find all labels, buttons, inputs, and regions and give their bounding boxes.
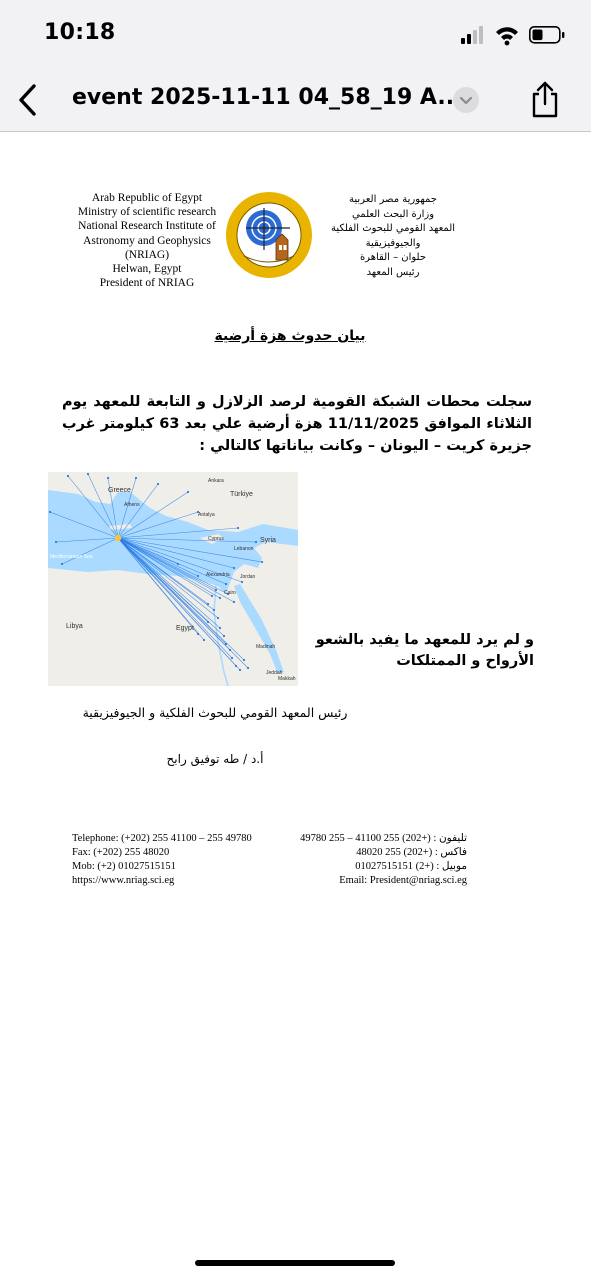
letterhead-line: والجيوفيزيقية bbox=[365, 237, 421, 249]
map-label: Jeddah bbox=[266, 670, 283, 676]
back-button[interactable] bbox=[12, 80, 48, 120]
letterhead-line: Arab Republic of Egypt bbox=[91, 192, 203, 204]
station-marker bbox=[255, 541, 257, 543]
signature-title: رئيس المعهد القومي للبحوث الفلكية و الجيوفيزيقية bbox=[82, 705, 348, 720]
epicenter-marker bbox=[115, 535, 121, 541]
footer-line: Email: President@nriag.sci.eg bbox=[339, 875, 467, 886]
station-marker bbox=[225, 583, 227, 585]
station-marker bbox=[231, 657, 233, 659]
letterhead-line: Astronomy and Geophysics bbox=[83, 234, 211, 247]
station-marker bbox=[243, 659, 245, 661]
body-text-line: و لم يرد للمعهد ما يفيد بالشعو bbox=[315, 632, 534, 648]
station-marker bbox=[237, 527, 239, 529]
footer-line: Mob: (+2) 01027515151 bbox=[72, 861, 176, 872]
letterhead-line: وزارة البحث العلمي bbox=[351, 208, 435, 220]
station-marker bbox=[217, 617, 219, 619]
letterhead-line: جمهورية مصر العربية bbox=[349, 194, 437, 205]
status-bar bbox=[0, 0, 591, 66]
document-subject: بيان حدوث هزة أرضية bbox=[214, 328, 366, 344]
letterhead-line: حلوان – القاهرة bbox=[359, 252, 427, 264]
map-label: Türkiye bbox=[230, 491, 253, 498]
map-label: Libya bbox=[66, 623, 83, 630]
document-title: event 2025-11-11 04_58_19 A... bbox=[72, 85, 463, 110]
map-label: Makkah bbox=[278, 676, 296, 682]
map-label: Antalya bbox=[198, 512, 215, 518]
station-marker bbox=[219, 627, 221, 629]
station-marker bbox=[233, 601, 235, 603]
letterhead-line: National Research Institute of bbox=[78, 220, 216, 233]
home-indicator[interactable] bbox=[195, 1260, 395, 1266]
footer-line: https://www.nriag.sci.eg bbox=[72, 875, 175, 886]
map-label: Alexandria bbox=[206, 572, 230, 578]
chevron-down-icon[interactable] bbox=[453, 87, 479, 113]
station-marker bbox=[233, 567, 235, 569]
battery-icon bbox=[530, 27, 565, 43]
letterhead-line: رئيس المعهد bbox=[366, 266, 420, 278]
station-marker bbox=[247, 667, 249, 669]
footer-line: Telephone: (+202) 255 41100 – 255 49780 bbox=[72, 833, 252, 844]
signature-name: أ.د / طه توفيق رابح bbox=[166, 752, 264, 766]
station-marker bbox=[213, 609, 215, 611]
map-label: Greece bbox=[108, 487, 131, 494]
nriag-logo bbox=[224, 190, 314, 280]
station-marker bbox=[61, 563, 63, 565]
map-label: Lebanon bbox=[234, 546, 254, 552]
map-label: Cairo bbox=[224, 590, 236, 596]
footer-line: موبيل : (+2) 01027515151 bbox=[355, 861, 467, 872]
letterhead-line: President of NRIAG bbox=[99, 277, 195, 290]
map-label: Ankara bbox=[208, 478, 224, 484]
station-marker bbox=[187, 491, 189, 493]
seismic-map bbox=[48, 472, 298, 686]
letterhead-line: Helwan, Egypt bbox=[112, 263, 182, 276]
map-label: Syria bbox=[260, 537, 276, 544]
station-marker bbox=[261, 561, 263, 563]
station-marker bbox=[87, 473, 89, 475]
share-button[interactable] bbox=[525, 80, 565, 120]
pdf-document-page[interactable] bbox=[0, 132, 591, 1280]
map-label: Madinah bbox=[256, 644, 276, 650]
wifi-icon bbox=[496, 27, 518, 45]
map-label: Mediterranean Sea bbox=[50, 554, 93, 560]
body-paragraph: سجلت محطات الشبكة القومية لرصد الزلازل و التابعة للمعهد يوم الثلاثاء الموافق 11/11/2025 هزة أرضية علي بعد 63 كيلومتر غرب جزيرة كريت – اليونان – وكانت بياناتها كالتالي : bbox=[62, 394, 532, 454]
status-icons bbox=[459, 23, 569, 47]
footer-line: Fax: (+202) 255 48020 bbox=[72, 847, 170, 858]
station-marker bbox=[239, 669, 241, 671]
footer-contact-arabic bbox=[300, 832, 467, 888]
station-marker bbox=[215, 589, 217, 591]
map-label: Jordan bbox=[240, 574, 256, 580]
station-marker bbox=[211, 595, 213, 597]
station-marker bbox=[219, 597, 221, 599]
station-marker bbox=[241, 581, 243, 583]
station-marker bbox=[55, 541, 57, 543]
station-marker bbox=[67, 475, 69, 477]
station-marker bbox=[177, 563, 179, 565]
cellular-signal-icon bbox=[461, 26, 483, 44]
footer-line: تليفون : (+202) 255 41100 – 255 49780 bbox=[300, 833, 467, 844]
station-marker bbox=[207, 621, 209, 623]
letterhead-english bbox=[62, 191, 232, 290]
station-marker bbox=[197, 575, 199, 577]
body-text-line: الأرواح و الممتلكات bbox=[396, 653, 534, 669]
footer-line: فاكس : (+202) 255 48020 bbox=[356, 847, 467, 858]
map-label: Cyprus bbox=[208, 536, 224, 542]
station-marker bbox=[49, 511, 51, 513]
letterhead-line: Ministry of scientific research bbox=[77, 206, 217, 219]
nav-bar bbox=[0, 66, 591, 132]
station-marker bbox=[157, 483, 159, 485]
letterhead-line: المعهد القومي للبحوث الفلكية bbox=[330, 223, 456, 235]
station-marker bbox=[223, 635, 225, 637]
letterhead-line: (NRIAG) bbox=[124, 248, 170, 261]
station-marker bbox=[203, 639, 205, 641]
map-graphic bbox=[48, 472, 298, 686]
status-time: 10:18 bbox=[44, 20, 116, 45]
map-label: Egypt bbox=[176, 625, 194, 632]
station-marker bbox=[107, 477, 109, 479]
letterhead-arabic bbox=[318, 193, 468, 281]
map-label: Athens bbox=[124, 502, 140, 508]
station-marker bbox=[135, 477, 137, 479]
body-line-2 bbox=[300, 630, 534, 672]
